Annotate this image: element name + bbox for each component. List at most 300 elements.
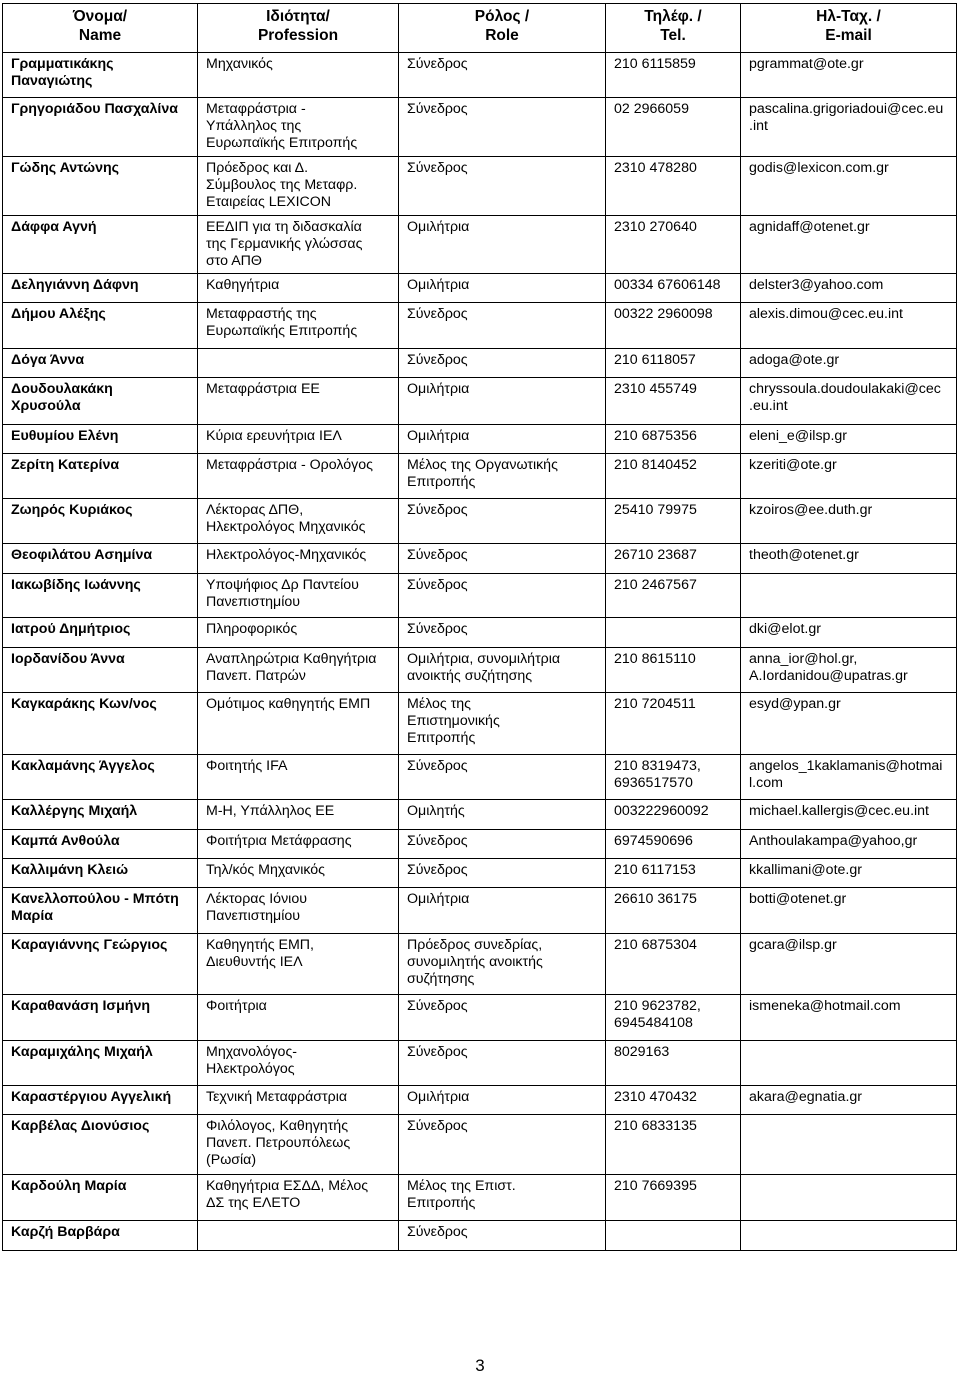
cell-email-content bbox=[741, 378, 956, 415]
cell-profession-line: Μηχανικός bbox=[206, 56, 273, 72]
cell-profession bbox=[198, 1175, 399, 1221]
cell-phone-content bbox=[606, 1086, 740, 1106]
cell-profession bbox=[198, 274, 399, 303]
table-row bbox=[3, 618, 957, 648]
cell-phone-line: 210 6115859 bbox=[614, 56, 696, 72]
cell-phone-content bbox=[606, 1175, 740, 1195]
cell-role-content bbox=[399, 53, 605, 73]
cell-profession-line: Αναπληρώτρια Καθηγήτρια bbox=[206, 651, 377, 667]
table-row bbox=[3, 648, 957, 693]
cell-profession-content bbox=[198, 618, 398, 638]
cell-email-line: kzeriti@ote.gr bbox=[749, 457, 837, 473]
cell-name bbox=[3, 1221, 198, 1251]
cell-profession bbox=[198, 859, 399, 888]
cell-email bbox=[741, 544, 957, 574]
cell-profession-line: Υπάλληλος της bbox=[206, 118, 302, 134]
cell-phone-line: 26610 36175 bbox=[614, 891, 697, 907]
cell-phone-line: 210 6875356 bbox=[614, 428, 697, 444]
cell-role-content bbox=[399, 425, 605, 445]
cell-profession-line: Μεταφράστρια - bbox=[206, 101, 306, 117]
cell-phone-content bbox=[606, 1115, 740, 1135]
cell-profession bbox=[198, 157, 399, 216]
table-row bbox=[3, 693, 957, 755]
cell-role bbox=[399, 888, 606, 934]
cell-email bbox=[741, 1115, 957, 1175]
cell-phone bbox=[606, 53, 741, 98]
cell-name bbox=[3, 934, 198, 995]
cell-email bbox=[741, 995, 957, 1041]
cell-phone-content bbox=[606, 648, 740, 668]
table-row bbox=[3, 98, 957, 157]
cell-name bbox=[3, 274, 198, 303]
cell-profession-content bbox=[198, 1175, 398, 1212]
cell-role bbox=[399, 1115, 606, 1175]
cell-name-content bbox=[3, 830, 197, 850]
cell-email bbox=[741, 1175, 957, 1221]
cell-profession-line: Ευρωπαϊκής Επιτροπής bbox=[206, 323, 358, 339]
cell-role-line: Επιτροπής bbox=[407, 1195, 476, 1211]
cell-profession bbox=[198, 1041, 399, 1086]
cell-name bbox=[3, 303, 198, 349]
cell-phone-line: 00322 2960098 bbox=[614, 306, 713, 322]
table-row bbox=[3, 454, 957, 499]
cell-name-line: Ζερίτη Κατερίνα bbox=[11, 457, 120, 473]
cell-phone bbox=[606, 425, 741, 454]
cell-name-line: Μαρία bbox=[11, 908, 53, 924]
cell-role bbox=[399, 544, 606, 574]
cell-email-line: eleni_e@ilsp.gr bbox=[749, 428, 848, 444]
cell-phone-line: 02 2966059 bbox=[614, 101, 689, 117]
cell-email-content bbox=[741, 349, 956, 369]
cell-role-line: Σύνεδρος bbox=[407, 352, 468, 368]
cell-name-content bbox=[3, 755, 197, 775]
cell-name bbox=[3, 544, 198, 574]
cell-email bbox=[741, 216, 957, 274]
cell-name bbox=[3, 648, 198, 693]
cell-name-content bbox=[3, 274, 197, 294]
cell-name-line: Κακλαμάνης Άγγελος bbox=[11, 758, 155, 774]
cell-email bbox=[741, 648, 957, 693]
cell-role-line: Ομιλήτρια bbox=[407, 381, 470, 397]
cell-profession bbox=[198, 53, 399, 98]
cell-name-content bbox=[3, 1221, 197, 1241]
cell-role bbox=[399, 648, 606, 693]
cell-phone bbox=[606, 648, 741, 693]
cell-name-line: Δόγα Άννα bbox=[11, 352, 85, 368]
cell-profession-line: (Ρωσία) bbox=[206, 1152, 257, 1168]
cell-phone-content bbox=[606, 216, 740, 236]
cell-phone-content bbox=[606, 888, 740, 908]
cell-role-content bbox=[399, 454, 605, 491]
cell-email-content bbox=[741, 98, 956, 135]
cell-role-line: Σύνεδρος bbox=[407, 547, 468, 563]
cell-phone bbox=[606, 1086, 741, 1115]
cell-email bbox=[741, 378, 957, 425]
cell-name-content bbox=[3, 53, 197, 90]
cell-role-line: Σύνεδρος bbox=[407, 502, 468, 518]
cell-profession bbox=[198, 1086, 399, 1115]
cell-phone-content bbox=[606, 274, 740, 294]
cell-role bbox=[399, 618, 606, 648]
cell-name-content bbox=[3, 216, 197, 236]
cell-role bbox=[399, 1175, 606, 1221]
cell-role bbox=[399, 98, 606, 157]
cell-profession bbox=[198, 1115, 399, 1175]
cell-role bbox=[399, 1086, 606, 1115]
cell-profession-line: Πρόεδρος και Δ. bbox=[206, 160, 309, 176]
table-row bbox=[3, 53, 957, 98]
cell-email-line: godis@lexicon.com.gr bbox=[749, 160, 889, 176]
table-row bbox=[3, 800, 957, 830]
cell-name-content bbox=[3, 1086, 197, 1106]
cell-role-line: Ομιλήτρια bbox=[407, 219, 470, 235]
cell-name bbox=[3, 888, 198, 934]
cell-name-line: Γρηγοριάδου Πασχαλίνα bbox=[11, 101, 178, 117]
cell-profession-line: ΔΣ της ΕΛΕΤΟ bbox=[206, 1195, 301, 1211]
cell-email bbox=[741, 1221, 957, 1251]
header-name: Όνομα/ Name bbox=[3, 4, 198, 53]
cell-phone bbox=[606, 1175, 741, 1221]
header-profession: Ιδιότητα/ Profession bbox=[198, 4, 399, 53]
cell-name-content bbox=[3, 1115, 197, 1135]
cell-phone-line: 210 6833135 bbox=[614, 1118, 697, 1134]
cell-phone bbox=[606, 378, 741, 425]
cell-phone-line: 8029163 bbox=[614, 1044, 670, 1060]
cell-role-line: Σύνεδρος bbox=[407, 758, 468, 774]
cell-profession-content bbox=[198, 454, 398, 474]
cell-email-line: kkallimani@ote.gr bbox=[749, 862, 862, 878]
cell-role-content bbox=[399, 1221, 605, 1241]
cell-role bbox=[399, 693, 606, 755]
cell-name-line: Δεληγιάννη Δάφνη bbox=[11, 277, 139, 293]
cell-profession-line: Πανεπ. Πετρουπόλεως bbox=[206, 1135, 351, 1151]
cell-email bbox=[741, 157, 957, 216]
cell-name-line: Καμπά Ανθούλα bbox=[11, 833, 120, 849]
cell-role-line: Σύνεδρος bbox=[407, 306, 468, 322]
cell-name-line: Δουδουλακάκη bbox=[11, 381, 113, 397]
cell-role-line: Ομιλητής bbox=[407, 803, 465, 819]
cell-phone-line: 210 9623782, bbox=[614, 998, 701, 1014]
cell-phone-line: 210 2467567 bbox=[614, 577, 697, 593]
cell-phone-content bbox=[606, 1041, 740, 1061]
table-row bbox=[3, 1175, 957, 1221]
cell-profession bbox=[198, 574, 399, 618]
cell-role bbox=[399, 499, 606, 544]
cell-role-line: Επιτροπής bbox=[407, 474, 476, 490]
cell-profession-content bbox=[198, 425, 398, 445]
cell-email-line: akara@egnatia.gr bbox=[749, 1089, 862, 1105]
cell-email-content bbox=[741, 1086, 956, 1106]
cell-email bbox=[741, 693, 957, 755]
cell-role-line: Σύνεδρος bbox=[407, 1044, 468, 1060]
cell-role-line: Μέλος της bbox=[407, 696, 472, 712]
cell-profession bbox=[198, 454, 399, 499]
cell-name-content bbox=[3, 378, 197, 415]
cell-profession-line: Λέκτορας Ιόνιου bbox=[206, 891, 307, 907]
cell-phone-line: 2310 478280 bbox=[614, 160, 697, 176]
cell-phone bbox=[606, 454, 741, 499]
cell-role-line: Μέλος της Επιστ. bbox=[407, 1178, 516, 1194]
cell-email-line: theoth@otenet.gr bbox=[749, 547, 859, 563]
cell-phone-content bbox=[606, 454, 740, 474]
cell-name-line: Καλλιμάνη Κλειώ bbox=[11, 862, 129, 878]
cell-profession-content bbox=[198, 888, 398, 925]
cell-profession bbox=[198, 995, 399, 1041]
cell-profession bbox=[198, 425, 399, 454]
table-row bbox=[3, 274, 957, 303]
cell-role-line: Σύνεδρος bbox=[407, 56, 468, 72]
cell-phone bbox=[606, 618, 741, 648]
cell-name-content bbox=[3, 1041, 197, 1061]
cell-name-line: Χρυσούλα bbox=[11, 398, 81, 414]
cell-email-line: A.Iordanidou@upatras.gr bbox=[749, 668, 908, 684]
cell-phone bbox=[606, 157, 741, 216]
cell-role bbox=[399, 859, 606, 888]
cell-phone-content bbox=[606, 378, 740, 398]
cell-email-content bbox=[741, 888, 956, 908]
cell-name bbox=[3, 216, 198, 274]
cell-phone-line: 6936517570 bbox=[614, 775, 693, 791]
cell-name-content bbox=[3, 800, 197, 820]
cell-email bbox=[741, 454, 957, 499]
cell-name-line: Ζωηρός Κυριάκος bbox=[11, 502, 133, 518]
cell-role-line: Επιτροπής bbox=[407, 730, 476, 746]
cell-name bbox=[3, 859, 198, 888]
cell-email-content bbox=[741, 859, 956, 879]
cell-name-content bbox=[3, 574, 197, 594]
cell-role-line: Σύνεδρος bbox=[407, 1118, 468, 1134]
cell-name-content bbox=[3, 995, 197, 1015]
cell-name-content bbox=[3, 544, 197, 564]
cell-phone-content bbox=[606, 574, 740, 594]
cell-name-content bbox=[3, 693, 197, 713]
cell-profession-line: Εταιρείας LEXICON bbox=[206, 194, 332, 210]
cell-profession-line: Υποψήφιος Δρ Παντείου bbox=[206, 577, 359, 593]
cell-email-content bbox=[741, 755, 956, 792]
cell-email bbox=[741, 1041, 957, 1086]
cell-phone bbox=[606, 800, 741, 830]
cell-role-line: Σύνεδρος bbox=[407, 833, 468, 849]
cell-role bbox=[399, 755, 606, 800]
cell-phone bbox=[606, 934, 741, 995]
table-row bbox=[3, 157, 957, 216]
cell-phone bbox=[606, 544, 741, 574]
cell-email-content bbox=[741, 454, 956, 474]
cell-phone bbox=[606, 303, 741, 349]
cell-phone-content bbox=[606, 995, 740, 1032]
cell-role-content bbox=[399, 574, 605, 594]
table-row bbox=[3, 499, 957, 544]
cell-profession-content bbox=[198, 1086, 398, 1106]
cell-phone-line: 210 7669395 bbox=[614, 1178, 697, 1194]
cell-name-line: Ευθυμίου Ελένη bbox=[11, 428, 119, 444]
cell-phone-line: 210 8319473, bbox=[614, 758, 701, 774]
cell-email bbox=[741, 349, 957, 378]
cell-phone-content bbox=[606, 499, 740, 519]
cell-role bbox=[399, 216, 606, 274]
cell-email-line: michael.kallergis@cec.eu.int bbox=[749, 803, 929, 819]
cell-profession-content bbox=[198, 755, 398, 775]
cell-profession bbox=[198, 888, 399, 934]
cell-name bbox=[3, 98, 198, 157]
cell-profession-line: Ηλεκτρολόγος-Μηχανικός bbox=[206, 547, 367, 563]
cell-name bbox=[3, 995, 198, 1041]
cell-profession-line: Διευθυντής ΙΕΛ bbox=[206, 954, 303, 970]
cell-phone-line: 00334 67606148 bbox=[614, 277, 721, 293]
cell-email-line: chryssoula.doudoulakaki@cec bbox=[749, 381, 941, 397]
cell-name-content bbox=[3, 618, 197, 638]
cell-name-content bbox=[3, 648, 197, 668]
cell-profession bbox=[198, 800, 399, 830]
cell-name-line: Καραγιάννης Γεώργιος bbox=[11, 937, 168, 953]
cell-email-content bbox=[741, 830, 956, 850]
cell-role-content bbox=[399, 648, 605, 685]
cell-profession-line: Τηλ/κός Μηχανικός bbox=[206, 862, 326, 878]
cell-role-line: ανοικτής συζήτησης bbox=[407, 668, 533, 684]
cell-phone bbox=[606, 1041, 741, 1086]
cell-name-line: Ιατρού Δημήτριος bbox=[11, 621, 131, 637]
cell-profession bbox=[198, 98, 399, 157]
cell-phone bbox=[606, 98, 741, 157]
cell-role-line: συνομιλητής ανοικτής bbox=[407, 954, 543, 970]
cell-name bbox=[3, 53, 198, 98]
cell-name bbox=[3, 800, 198, 830]
cell-phone-line: 003222960092 bbox=[614, 803, 709, 819]
cell-role-line: Σύνεδρος bbox=[407, 862, 468, 878]
cell-email-content bbox=[741, 800, 956, 820]
cell-profession bbox=[198, 349, 399, 378]
cell-email-content bbox=[741, 303, 956, 323]
cell-role-line: Σύνεδρος bbox=[407, 160, 468, 176]
cell-name bbox=[3, 618, 198, 648]
cell-phone-line: 210 7204511 bbox=[614, 696, 696, 712]
cell-role bbox=[399, 995, 606, 1041]
table-body bbox=[3, 53, 957, 1251]
cell-name-content bbox=[3, 934, 197, 954]
table-row bbox=[3, 1041, 957, 1086]
cell-role-content bbox=[399, 216, 605, 236]
cell-role-content bbox=[399, 888, 605, 908]
cell-email bbox=[741, 274, 957, 303]
cell-name bbox=[3, 1041, 198, 1086]
cell-role-line: Σύνεδρος bbox=[407, 998, 468, 1014]
cell-profession bbox=[198, 303, 399, 349]
cell-email bbox=[741, 859, 957, 888]
cell-profession-content bbox=[198, 800, 398, 820]
cell-name-line: Καρβέλας Διονύσιος bbox=[11, 1118, 150, 1134]
cell-profession-content bbox=[198, 544, 398, 564]
cell-name bbox=[3, 499, 198, 544]
cell-phone-line: 2310 270640 bbox=[614, 219, 697, 235]
cell-role-content bbox=[399, 995, 605, 1015]
cell-profession-content bbox=[198, 303, 398, 340]
page-number: 3 bbox=[475, 1356, 485, 1375]
cell-role-line: Σύνεδρος bbox=[407, 621, 468, 637]
cell-profession-line: Φοιτήτρια bbox=[206, 998, 267, 1014]
cell-profession-line: ΕΕΔΙΠ για τη διδασκαλία bbox=[206, 219, 362, 235]
cell-profession-line: Φοιτητής IFA bbox=[206, 758, 288, 774]
cell-name-content bbox=[3, 454, 197, 474]
cell-profession-line: Φιλόλογος, Καθηγητής bbox=[206, 1118, 349, 1134]
cell-name bbox=[3, 574, 198, 618]
cell-email bbox=[741, 800, 957, 830]
table-row bbox=[3, 934, 957, 995]
cell-email-content bbox=[741, 1175, 956, 1178]
cell-name-content bbox=[3, 349, 197, 369]
cell-role-content bbox=[399, 349, 605, 369]
cell-phone bbox=[606, 1115, 741, 1175]
cell-phone-content bbox=[606, 98, 740, 118]
cell-profession-line: Ηλεκτρολόγος Μηχανικός bbox=[206, 519, 366, 535]
cell-name-line: Καρδούλη Μαρία bbox=[11, 1178, 127, 1194]
cell-name-line: Γραμματικάκης bbox=[11, 56, 114, 72]
cell-role-line: Μέλος της Οργανωτικής bbox=[407, 457, 558, 473]
cell-name-line: Ιακωβίδης Ιωάννης bbox=[11, 577, 141, 593]
cell-profession bbox=[198, 378, 399, 425]
cell-email-content bbox=[741, 618, 956, 638]
cell-phone bbox=[606, 274, 741, 303]
cell-profession-line: Μεταφράστρια ΕΕ bbox=[206, 381, 320, 397]
cell-phone-line: 26710 23687 bbox=[614, 547, 697, 563]
cell-role-content bbox=[399, 618, 605, 638]
table-row bbox=[3, 888, 957, 934]
cell-profession bbox=[198, 499, 399, 544]
cell-name-content bbox=[3, 888, 197, 925]
participants-table bbox=[2, 3, 957, 1251]
table-row bbox=[3, 830, 957, 859]
cell-email-content bbox=[741, 157, 956, 177]
cell-email-line: delster3@yahoo.com bbox=[749, 277, 884, 293]
table-row bbox=[3, 755, 957, 800]
cell-email-content bbox=[741, 425, 956, 445]
table-row bbox=[3, 574, 957, 618]
cell-email-content bbox=[741, 544, 956, 564]
cell-email-content bbox=[741, 574, 956, 577]
cell-name-content bbox=[3, 98, 197, 118]
cell-name-line: Καρζή Βαρβάρα bbox=[11, 1224, 120, 1240]
cell-profession-line: στο ΑΠΘ bbox=[206, 253, 262, 269]
cell-role-content bbox=[399, 303, 605, 323]
cell-name-line: Καραθανάση Ισμήνη bbox=[11, 998, 151, 1014]
cell-name-line: Καγκαράκης Κων/νος bbox=[11, 696, 157, 712]
cell-email-content bbox=[741, 934, 956, 954]
cell-profession-line: Ευρωπαϊκής Επιτροπής bbox=[206, 135, 358, 151]
cell-phone-content bbox=[606, 349, 740, 369]
cell-phone-content bbox=[606, 1221, 740, 1224]
cell-role bbox=[399, 1221, 606, 1251]
cell-email-line: botti@otenet.gr bbox=[749, 891, 847, 907]
table-row bbox=[3, 1115, 957, 1175]
cell-role-line: Ομιλήτρια bbox=[407, 277, 470, 293]
cell-profession-line: της Γερμανικής γλώσσας bbox=[206, 236, 363, 252]
cell-role-content bbox=[399, 499, 605, 519]
cell-role-line: συζήτησης bbox=[407, 971, 475, 987]
cell-email bbox=[741, 888, 957, 934]
cell-role-content bbox=[399, 1086, 605, 1106]
cell-phone-line: 210 6117153 bbox=[614, 862, 696, 878]
table-row bbox=[3, 544, 957, 574]
cell-email-content bbox=[741, 274, 956, 294]
cell-name bbox=[3, 454, 198, 499]
cell-name bbox=[3, 157, 198, 216]
cell-email-line: Anthoulakampa@yahoo,gr bbox=[749, 833, 918, 849]
header-role: Ρόλος / Role bbox=[399, 4, 606, 53]
cell-role-line: Σύνεδρος bbox=[407, 1224, 468, 1240]
cell-email-line: esyd@ypan.gr bbox=[749, 696, 841, 712]
cell-email bbox=[741, 425, 957, 454]
cell-name-content bbox=[3, 425, 197, 445]
cell-role bbox=[399, 934, 606, 995]
